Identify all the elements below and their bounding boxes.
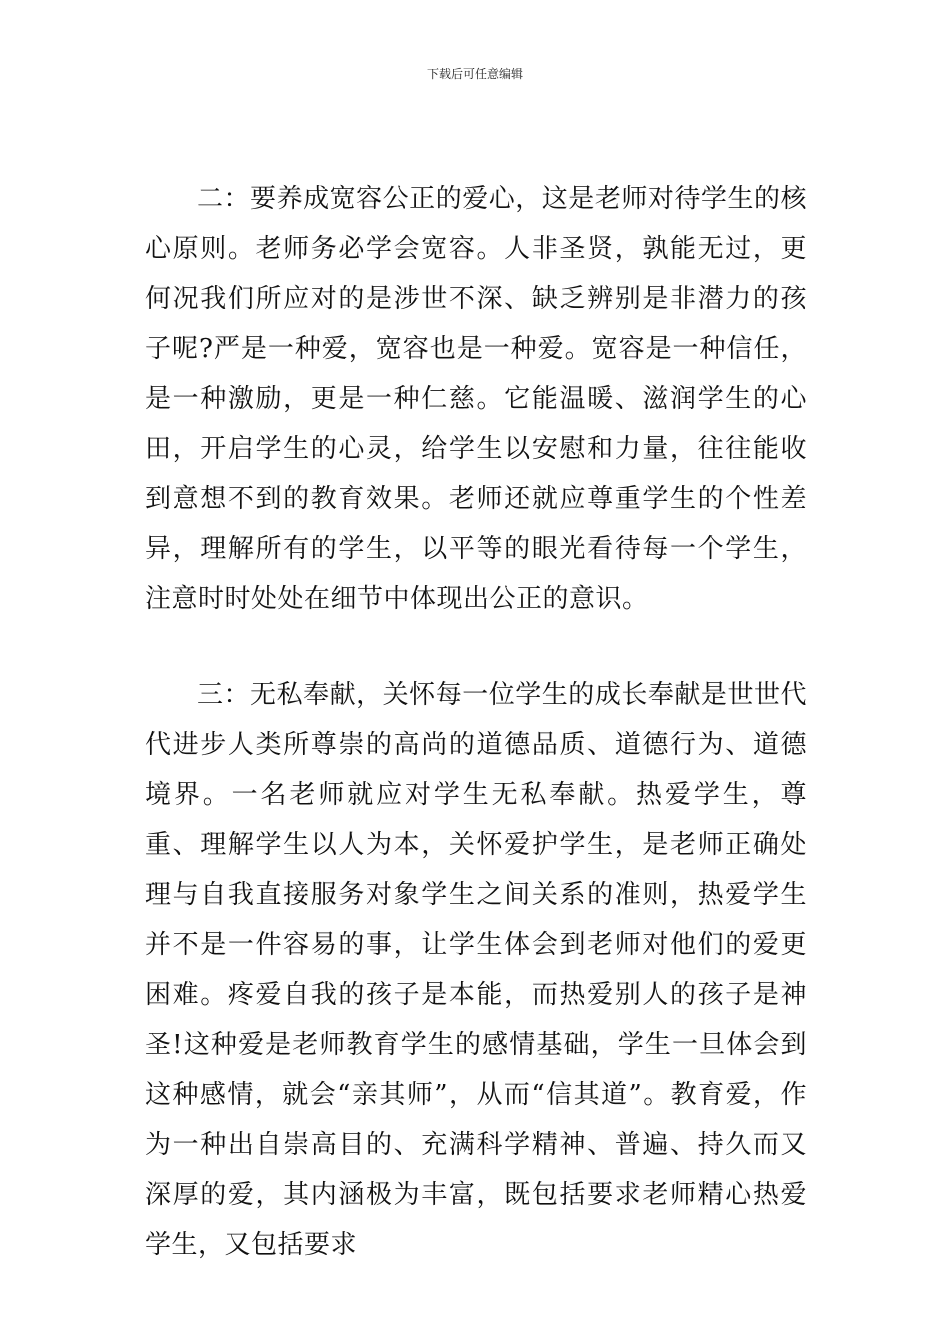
paragraph-2: 二：要养成宽容公正的爱心，这是老师对待学生的核心原则。老师务必学会宽容。人非圣贤，孰能无过，更何况我们所应对的是涉世不深、缺乏辨别是非潜力的孩子呢?严是一种爱，宽容也是一种爱。宽容是一种信任，是一种激励，更是一种仁慈。它能温暖、滋润学生的心田，开启学生的心灵，给学生以安慰和力量，往往能收到意想不到的教育效果。老师还就应尊重学生的个性差异，理解所有的学生，以平等的眼光看待每一个学生，注意时时处处在细节中体现出公正的意识。	[145, 184, 807, 614]
paragraph-3: 三：无私奉献，关怀每一位学生的成长奉献是世世代代进步人类所尊崇的高尚的道德品质、道德行为、道德境界。一名老师就应对学生无私奉献。热爱学生，尊重、理解学生以人为本，关怀爱护学生，是老师正确处理与自我直接服务对象学生之间关系的准则，热爱学生并不是一件容易的事，让学生体会到老师对他们的爱更困难。疼爱自我的孩子是本能，而热爱别人的孩子是神圣!这种爱是老师教育学生的感情基础，学生一旦体会到这种感情，就会“亲其师”，从而“信其道”。教育爱，作为一种出自崇高目的、充满科学精神、普遍、持久而又深厚的爱，其内涵极为丰富，既包括要求老师精心热爱学生，又包括要求	[145, 680, 807, 1260]
page-header-note: 下载后可任意编辑	[426, 67, 523, 81]
document-body	[145, 174, 807, 1270]
